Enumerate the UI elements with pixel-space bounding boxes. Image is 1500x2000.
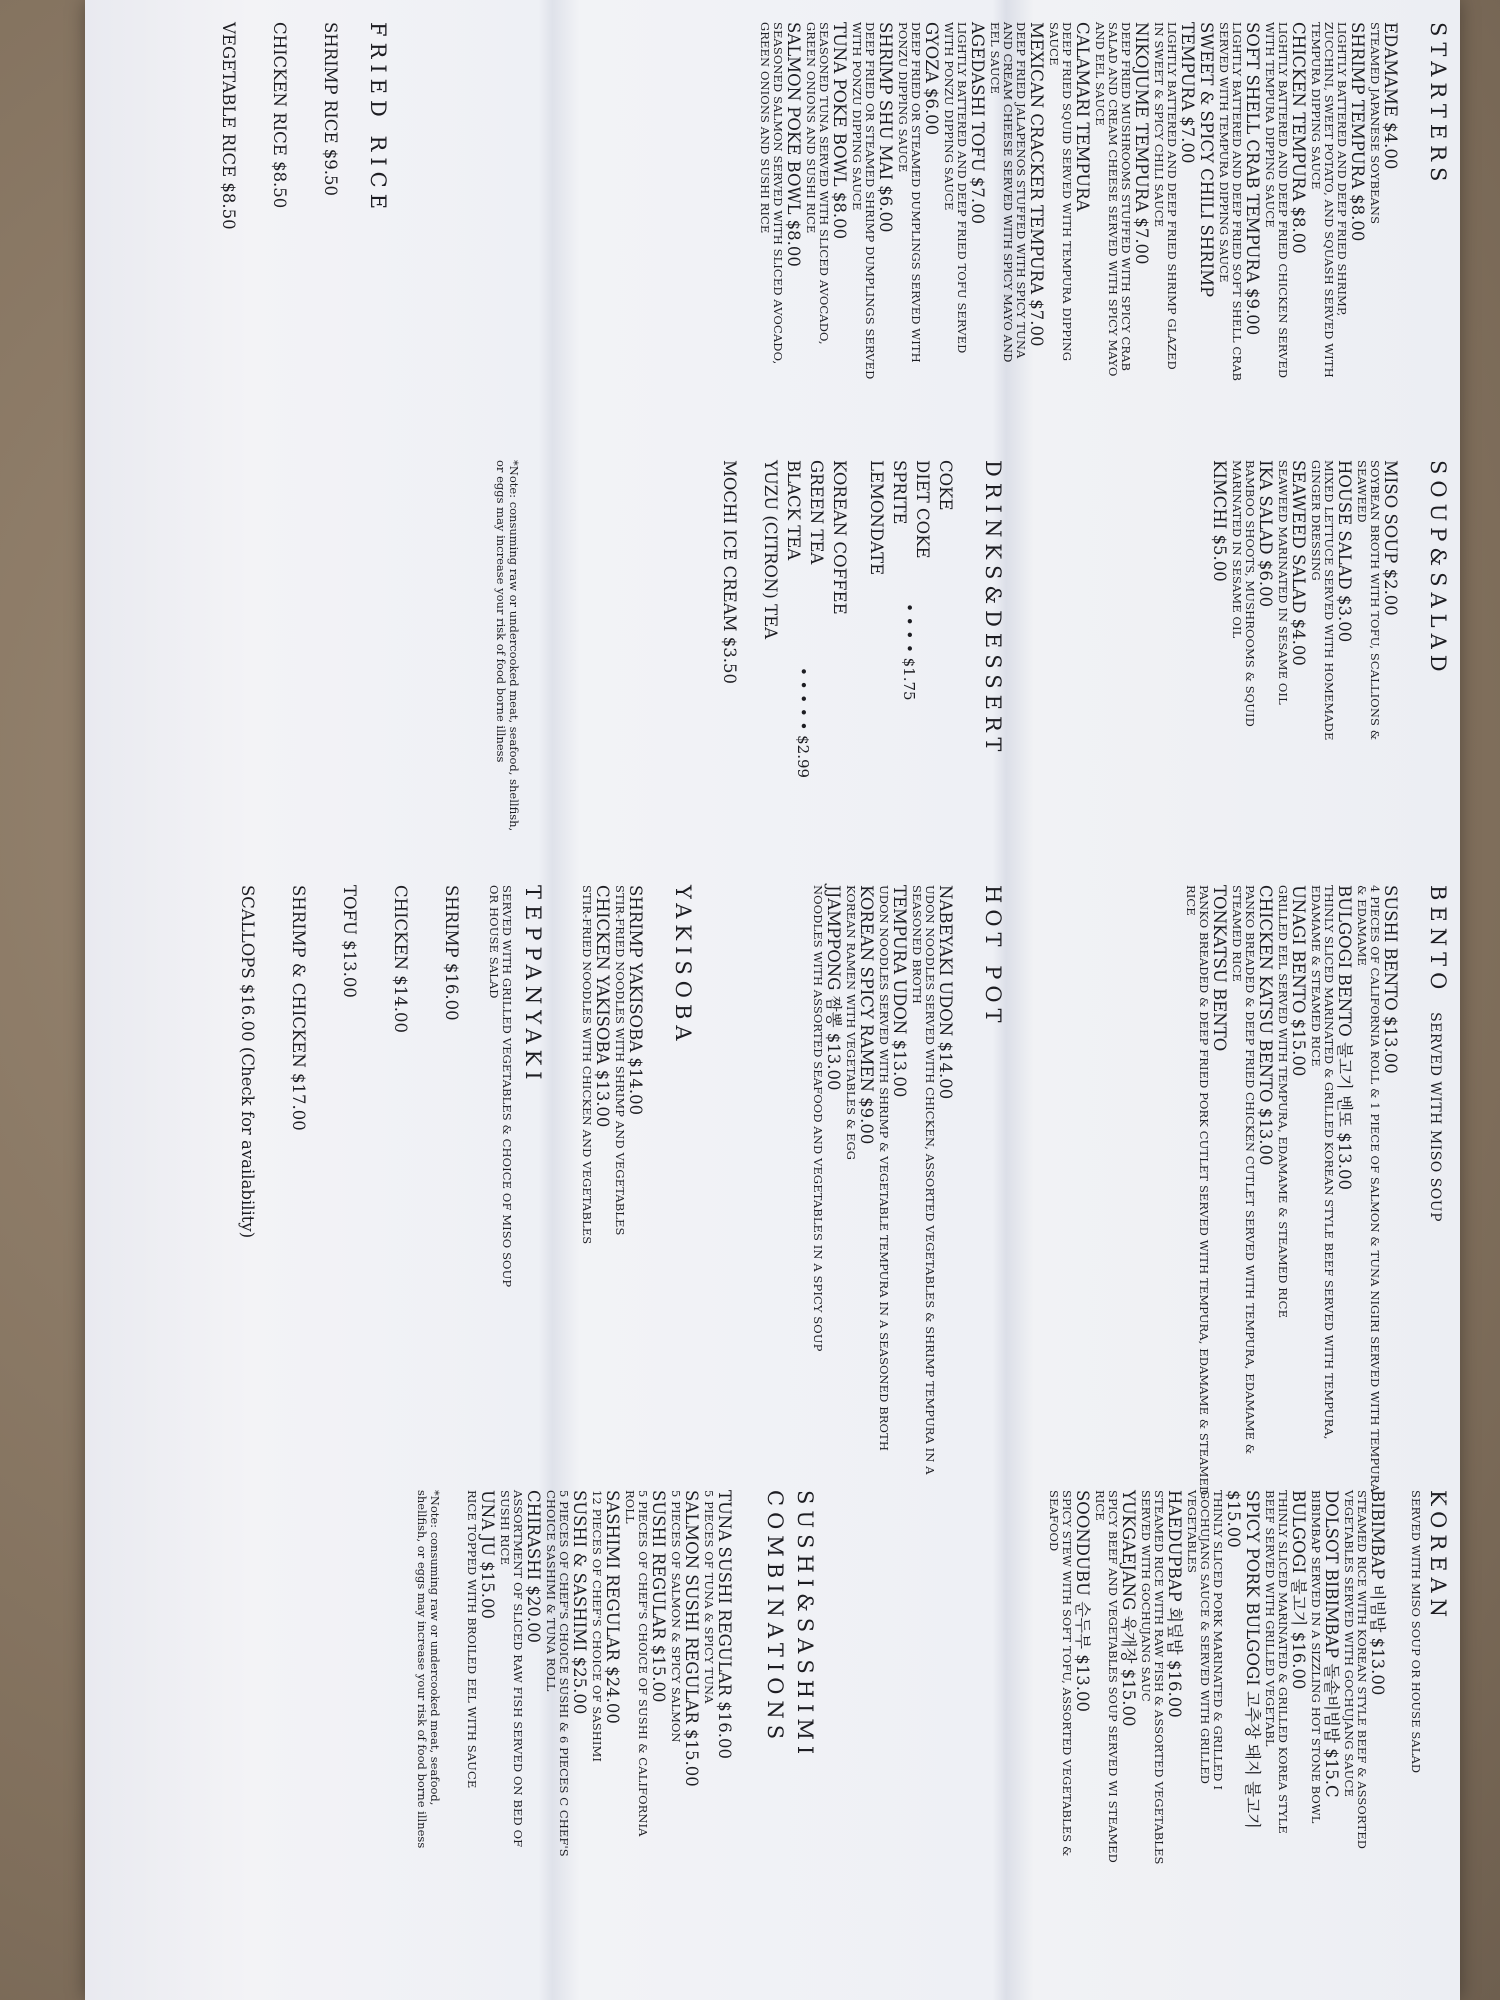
item-name: LEMONDATE bbox=[867, 460, 886, 576]
item-name: HAEDUPBAP 회덮밥 $16.00 bbox=[1165, 1490, 1184, 1718]
item-desc: STEAMED RICE WITH KOREAN STYLE BEEF & ASSORTED VEGETABLES SERVED WITH GOCHUJANG SAUCE bbox=[1342, 1490, 1369, 1850]
menu-item bbox=[830, 460, 849, 639]
menu-item bbox=[590, 1490, 622, 1970]
menu-item bbox=[1185, 1490, 1262, 1970]
item-name: SHRIMP & CHICKEN $17.00 bbox=[289, 885, 308, 1131]
menu-item bbox=[623, 1490, 668, 1970]
food-safety-note: *Note: consuming raw or undercooked meat, seafood, shellfish, or eggs may increase your risk of food borne illness bbox=[494, 460, 521, 832]
item-name: NIKOJUME TEMPURA $7.00 bbox=[1132, 22, 1151, 265]
tea-price: • • • • • $2.99 bbox=[794, 667, 812, 779]
item-name: CHIRASHI $20.00 bbox=[524, 1490, 543, 1644]
menu-item bbox=[391, 885, 410, 1525]
item-name: TUNA SUSHI REGULAR $16.00 bbox=[715, 1490, 734, 1760]
bento-subtitle: SERVED WITH MISO SOUP bbox=[1427, 1012, 1443, 1223]
menu-item bbox=[877, 885, 909, 1525]
menu-item bbox=[442, 885, 461, 1525]
hot-pot-list bbox=[811, 885, 955, 1525]
item-desc: SOYBEAN BROTH WITH TOFU, SCALLIONS & SEAWEED bbox=[1355, 460, 1382, 741]
item-name: SUSHI & SASHIMI $25.00 bbox=[570, 1490, 589, 1715]
item-desc: 5 PIECES OF CHEF'S CHOICE OF SUSHI & CALIFORNIA ROLL bbox=[623, 1490, 650, 1837]
bento-title: BENTO bbox=[1426, 885, 1450, 996]
item-name: KOREAN SPICY RAMEN $9.00 bbox=[857, 885, 876, 1145]
item-desc: THINLY SLICED PORK MARINATED & GRILLED I GOCHUJANG SAUCE & SERVED WITH GRILLED VEGETABLES bbox=[1185, 1490, 1225, 1790]
item-name: SHRIMP RICE $9.50 bbox=[321, 22, 340, 196]
soda-list bbox=[863, 460, 955, 575]
item-name: TONKATSU BENTO bbox=[1210, 885, 1229, 1052]
fried-rice-list bbox=[219, 22, 340, 622]
menu-item bbox=[1210, 460, 1229, 880]
item-name: EDAMAME $4.00 bbox=[1381, 22, 1400, 170]
item-name: DIET COKE bbox=[913, 460, 932, 559]
menu-item bbox=[890, 460, 909, 575]
item-name: SEAWEED SALAD $4.00 bbox=[1289, 460, 1308, 666]
drinks-section bbox=[720, 460, 1005, 880]
item-name: SUSHI REGULAR $15.00 bbox=[649, 1490, 668, 1703]
menu-item bbox=[1230, 460, 1275, 880]
soup-salad-section bbox=[1209, 460, 1450, 880]
item-name: BLACK TEA bbox=[784, 460, 803, 561]
teppanyaki-desc: SERVED WITH GRILLED VEGETABLES & CHOICE OF MISO SOUP OR HOUSE SALAD bbox=[487, 885, 514, 1288]
menu-item bbox=[498, 1490, 543, 1970]
menu-item bbox=[1342, 1490, 1387, 1970]
item-desc: KOREAN RAMEN WITH VEGETABLES & EGG bbox=[844, 885, 858, 1161]
item-desc: NOODLES WITH ASSORTED SEAFOOD AND VEGETABLES IN A SPICY SOUP bbox=[811, 885, 825, 1352]
menu-item bbox=[321, 22, 340, 622]
bento-list bbox=[1184, 885, 1400, 1525]
yakisoba-list bbox=[580, 885, 645, 1525]
item-name: SALMON SUSHI REGULAR $15.00 bbox=[682, 1490, 701, 1787]
item-desc: PANKO BREADED & DEEP FRIED PORK CUTLET SERVED WITH TEMPURA, EDAMAME & STEAMED RICE bbox=[1184, 885, 1211, 1496]
item-name: SHRIMP SHU MAI $6.00 bbox=[876, 22, 895, 233]
yakisoba-section bbox=[579, 885, 695, 1525]
starters-title: STARTERS bbox=[1426, 22, 1450, 188]
menu-item bbox=[1093, 1490, 1138, 1970]
korean-list bbox=[1047, 1490, 1387, 1970]
item-desc: DEEP FRIED OR STEAMED DUMPLINGS SERVED WITH PONZU DIPPING SAUCE bbox=[896, 22, 923, 363]
item-name: DOLSOT BIBIMBAP 돌솥비빔밥 $15.C bbox=[1322, 1490, 1341, 1798]
item-desc: SPICY BEEF AND VEGETABLES SOUP SERVED WI STEAMED RICE bbox=[1093, 1490, 1120, 1863]
item-name: TEMPURA UDON $13.00 bbox=[890, 885, 909, 1098]
item-desc: SEASONED SALMON SERVED WITH SLICED AVOCADO, GREEN ONIONS AND SUSHI RICE bbox=[758, 22, 785, 365]
item-desc: SPICY STEW WITH SOFT TOFU, ASSORTED VEGETABLES & SEAFOOD bbox=[1047, 1490, 1074, 1857]
item-name: MEXICAN CRACKER TEMPURA $7.00 bbox=[1027, 22, 1046, 347]
item-name: KIMCHI $5.00 bbox=[1210, 460, 1229, 582]
item-desc: STEAMED JAPANESE SOYBEANS bbox=[1368, 22, 1382, 225]
menu-paper bbox=[85, 0, 1460, 2000]
item-name: UNAGI BENTO $15.00 bbox=[1289, 885, 1308, 1077]
item-name: GREEN TEA bbox=[807, 460, 826, 565]
menu-item bbox=[1093, 22, 1151, 622]
bento-section bbox=[1183, 885, 1450, 1525]
item-desc: UDON NOODLES SERVED WITH CHICKEN, ASSORTED VEGETABLES & SHRIMP TEMPURA IN A SEASONED BROTH bbox=[910, 885, 937, 1475]
item-name: UNA JU $15.00 bbox=[478, 1490, 497, 1620]
item-desc: BIBIMBAP SERVED IN A SIZZLING HOT STONE BOWL bbox=[1309, 1490, 1323, 1824]
menu-item bbox=[1309, 460, 1354, 880]
item-desc: UDON NOODLES SERVED WITH SHRIMP & VEGETABLE TEMPURA IN A SEASONED BROTH bbox=[877, 885, 891, 1451]
item-name: YUZU (CITRON) TEA bbox=[761, 460, 780, 640]
item-desc: ASSORTMENT OF SLICED RAW FISH SERVED ON BED OF SUSHI RICE bbox=[498, 1490, 525, 1848]
item-name: SHRIMP TEMPURA $8.00 bbox=[1348, 22, 1367, 242]
item-desc: STIR-FRIED NOODLES WITH SHRIMP AND VEGETABLES bbox=[613, 885, 627, 1236]
teppanyaki-title: TEPPANYAKI bbox=[521, 885, 545, 1086]
menu-item bbox=[1184, 885, 1229, 1525]
item-name: BIBIMBAP 비빔밥 $13.00 bbox=[1368, 1490, 1387, 1696]
menu-item bbox=[1047, 1490, 1092, 1970]
item-desc: THINLY SLICED MARINATED & GRILLED KOREA STYLE BEEF SERVED WITH GRILLED VEGETABL bbox=[1263, 1490, 1290, 1834]
item-desc: 4 PIECES OF CALIFORNIA ROLL & 1 PIECE OF SALMON & TUNA NIGIRI SERVED WITH TEMPURA & EDAMAME bbox=[1355, 885, 1382, 1492]
sushi-title-block bbox=[760, 1490, 820, 1970]
korean-title: KOREAN bbox=[1426, 1490, 1450, 1624]
teppanyaki-section bbox=[206, 885, 545, 1525]
fried-rice-section bbox=[187, 22, 390, 622]
item-name: YUKGAEJANG 육개장 $15.00 bbox=[1119, 1490, 1138, 1727]
item-desc: SEASONED TUNA SERVED WITH SLICED AVOCADO, GREEN ONIONS AND SUSHI RICE bbox=[804, 22, 831, 345]
menu-item bbox=[1047, 22, 1092, 622]
sushi-title-line2: COMBINATIONS bbox=[763, 1490, 787, 1746]
item-name: CHICKEN TEMPURA $8.00 bbox=[1289, 22, 1308, 254]
menu-item bbox=[580, 885, 612, 1525]
item-desc: STEAMED RICE WITH RAW FISH & ASSORTED VEGETABLES SERVED WITH GOCHUJANG SAUC bbox=[1139, 1490, 1166, 1865]
teppanyaki-list bbox=[238, 885, 461, 1525]
item-name: GYOZA $6.00 bbox=[922, 22, 941, 136]
menu-item bbox=[270, 22, 289, 622]
item-name: BULGOGI BENTO 불고기 벤또 $13.00 bbox=[1335, 885, 1354, 1190]
korean-subtitle: SERVED WITH MISO SOUP OR HOUSE SALAD bbox=[1409, 1490, 1423, 1774]
fried-rice-title: FRIED RICE bbox=[366, 22, 390, 216]
item-name: KOREAN COFFEE bbox=[830, 460, 849, 615]
menu-item bbox=[1309, 885, 1354, 1525]
item-desc: LIGHTLY BATTERED AND DEEP FRIED CHICKEN SERVED WITH TEMPURA DIPPING SAUCE bbox=[1263, 22, 1290, 379]
menu-item bbox=[807, 460, 826, 639]
item-desc: 5 PIECES OF TUNA & SPICY TUNA bbox=[702, 1490, 716, 1704]
menu-item bbox=[1139, 1490, 1184, 1970]
menu-item bbox=[784, 460, 803, 639]
item-name: SOONDUBU 순두부 $13.00 bbox=[1073, 1490, 1092, 1713]
item-desc: RICE TOPPED WITH BROILED EEL WITH SAUCE bbox=[465, 1490, 479, 1789]
item-name: VEGETABLE RICE $8.50 bbox=[219, 22, 238, 230]
item-desc: LIGHTLY BATTERED AND DEEP FRIED SHRIMP, ZUCCHINI, SWEET POTATO, AND SQUASH SERVED WITH TEMPURA DIPPING SAUCE bbox=[1309, 22, 1349, 378]
soda-group bbox=[863, 460, 955, 880]
item-name: COKE bbox=[936, 460, 955, 511]
item-name: CHICKEN YAKISOBA $13.00 bbox=[593, 885, 612, 1128]
item-name: TOFU $13.00 bbox=[340, 885, 359, 998]
menu-item bbox=[936, 460, 955, 575]
menu-item bbox=[1152, 22, 1216, 622]
item-name: SALMON POKE BOWL $8.00 bbox=[784, 22, 803, 267]
item-desc: STIR-FRIED NOODLES WITH CHICKEN AND VEGETABLES bbox=[580, 885, 594, 1245]
menu-item bbox=[811, 885, 843, 1525]
item-name: BULGOGI 불고기 $16.00 bbox=[1289, 1490, 1308, 1690]
item-desc: LIGHTLY BATTERED AND DEEP FRIED SOFT SHELL CRAB SERVED WITH TEMPURA DIPPING SAUCE bbox=[1217, 22, 1244, 382]
item-desc: SEAWEED MARINATED IN SESAME OIL bbox=[1276, 460, 1290, 705]
item-name: SASHIMI REGULAR $24.00 bbox=[603, 1490, 622, 1724]
item-desc: DEEP FRIED SQUID SERVED WITH TEMPURA DIPPING SAUCE bbox=[1047, 22, 1074, 362]
tea-group bbox=[757, 460, 849, 880]
menu-item bbox=[913, 460, 932, 575]
menu-item bbox=[1276, 460, 1308, 880]
item-name: TUNA POKE BOWL $8.00 bbox=[830, 22, 849, 240]
drinks-title: DRINKS&DESSERT bbox=[981, 460, 1005, 758]
soda-price: • • • • $1.75 bbox=[900, 603, 918, 701]
item-name: HOUSE SALAD $3.00 bbox=[1335, 460, 1354, 643]
menu-item bbox=[1276, 885, 1308, 1525]
menu-item bbox=[844, 885, 876, 1525]
hot-pot-section bbox=[810, 885, 1005, 1525]
item-name: MISO SOUP $2.00 bbox=[1381, 460, 1400, 616]
menu-content bbox=[85, 0, 1460, 2000]
item-desc: 5 PIECES OF SALMON & SPICY SALMON bbox=[669, 1490, 683, 1743]
sushi-note: *Note: consuming raw or undercooked meat, seafood, shellfish, or eggs may increase your risk of food borne illness bbox=[415, 1490, 442, 1849]
menu-item bbox=[702, 1490, 734, 1970]
item-name: AGEDASHI TOFU $7.00 bbox=[968, 22, 987, 225]
menu-item bbox=[1309, 1490, 1341, 1970]
menu-item bbox=[238, 885, 257, 1525]
korean-section bbox=[1046, 1490, 1450, 1970]
item-name: CHICKEN $14.00 bbox=[391, 885, 410, 1033]
item-name: SCALLOPS $16.00 (Check for availability) bbox=[238, 885, 257, 1239]
menu-item bbox=[669, 1490, 701, 1970]
yakisoba-title: YAKISOBA bbox=[671, 885, 695, 1047]
item-desc: GRILLED EEL SERVED WITH TEMPURA, EDAMAME & STEAMED RICE bbox=[1276, 885, 1290, 1319]
item-name: IKA SALAD $6.00 bbox=[1256, 460, 1275, 608]
menu-item bbox=[1355, 885, 1400, 1525]
item-name: CHICKEN RICE $8.50 bbox=[270, 22, 289, 209]
item-desc: 5 PIECES OF CHEF'S CHOICE SUSHI & 6 PIECES C CHEF'S CHOICE SASHIMI & TUNA ROLL bbox=[544, 1490, 571, 1857]
item-desc: DEEP FRIED JALAPENOS STUFFED WITH SPICY TUNA AND CREAM CHEESE SERVED WITH SPICY MAYO AND EEL SAUCE bbox=[988, 22, 1028, 363]
menu-item bbox=[1230, 885, 1275, 1525]
item-name: SPRITE bbox=[890, 460, 909, 525]
item-desc: 12 PIECES OF CHEF'S CHOICE OF SASHIMI bbox=[590, 1490, 604, 1763]
item-name: SHRIMP YAKISOBA $14.00 bbox=[626, 885, 645, 1116]
sushi-title-line1: SUSHI&SASHIMI bbox=[793, 1490, 817, 1761]
soup-salad-list bbox=[1210, 460, 1400, 880]
menu-item bbox=[867, 460, 886, 575]
item-name: JJAMPPONG 짬뽕 $13.00 bbox=[824, 885, 843, 1091]
sushi-list bbox=[465, 1490, 734, 1970]
item-desc: DEEP FRIED OR STEAMED SHRIMP DUMPLINGS SERVED WITH PONZU DIPPING SAUCE bbox=[850, 22, 877, 380]
item-desc: MIXED LETTUCE SERVED WITH HOMEMADE GINGER DRESSING bbox=[1309, 460, 1336, 741]
item-name: NABEYAKI UDON $14.00 bbox=[936, 885, 955, 1100]
soup-salad-title: SOUP&SALAD bbox=[1426, 460, 1450, 678]
hot-pot-title: HOT POT bbox=[981, 885, 1005, 1029]
item-desc: BAMBOO SHOOTS, MUSHROOMS & SQUID MARINATED IN SESAME OIL bbox=[1230, 460, 1257, 727]
item-desc: DEEP FRIED MUSHROOMS STUFFED WITH SPICY CRAB SALAD AND CREAM CHEESE SERVED WITH SPICY MAYO AND EEL SAUCE bbox=[1093, 22, 1133, 377]
item-name: SHRIMP $16.00 bbox=[442, 885, 461, 1021]
menu-item bbox=[761, 460, 780, 639]
item-name: SPICY PORK BULGOGI 고추장 돼지 불고기 $15.00 bbox=[1224, 1490, 1262, 1829]
menu-item bbox=[340, 885, 359, 1525]
menu-item bbox=[544, 1490, 589, 1970]
sushi-section bbox=[415, 1490, 820, 1970]
bento-title-row bbox=[1426, 885, 1450, 1525]
menu-item bbox=[1263, 1490, 1308, 1970]
dessert-item: MOCHI ICE CREAM $3.50 bbox=[720, 460, 739, 685]
menu-item bbox=[465, 1490, 497, 1970]
item-name: CALAMARI TEMPURA bbox=[1073, 22, 1092, 212]
menu-item bbox=[289, 885, 308, 1525]
item-desc: THINLY SLICED MARINATED & GRILLED KOREAN STYLE BEEF SERVED WITH TEMPURA, EDAMAME & STEAMED RICE bbox=[1309, 885, 1336, 1440]
item-desc: LIGHTLY BATTERED AND DEEP FRIED SHRIMP GLAZED IN SWEET & SPICY CHILI SAUCE bbox=[1152, 22, 1179, 370]
menu-item bbox=[219, 22, 238, 622]
item-name: CHICKEN KATSU BENTO $13.00 bbox=[1256, 885, 1275, 1166]
item-name: SOFT SHELL CRAB TEMPURA $9.00 bbox=[1243, 22, 1262, 336]
item-name: SUSHI BENTO $13.00 bbox=[1381, 885, 1400, 1074]
menu-item bbox=[1355, 460, 1400, 880]
menu-item bbox=[613, 885, 645, 1525]
drinks-note-block bbox=[494, 460, 520, 840]
tea-list bbox=[757, 460, 849, 639]
menu-item bbox=[910, 885, 955, 1525]
item-desc: PANKO BREADED & DEEP FRIED CHICKEN CUTLET SERVED WITH TEMPURA, EDAMAME & STEAMED RICE bbox=[1230, 885, 1257, 1455]
item-desc: LIGHTLY BATTERED AND DEEP FRIED TOFU SERVED WITH PONZU DIPPING SAUCE bbox=[942, 22, 969, 354]
item-name: SWEET & SPICY CHILI SHRIMP TEMPURA $7.00 bbox=[1178, 22, 1216, 298]
